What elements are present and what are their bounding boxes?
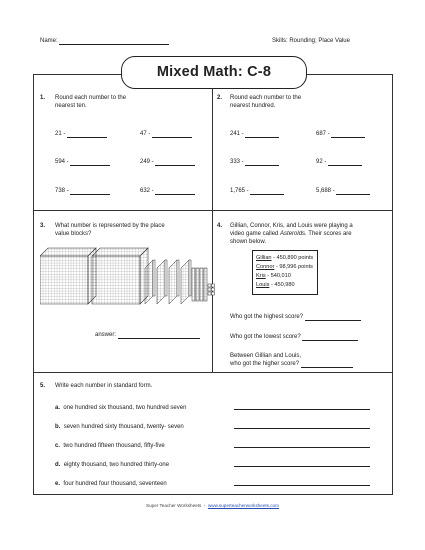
q4-between-line2: [230, 360, 353, 368]
answer-line[interactable]: [245, 131, 279, 138]
q5-item: [55, 461, 169, 469]
q1-prompt: [55, 94, 126, 110]
answer-line[interactable]: [67, 131, 107, 138]
q3-answer: [95, 331, 200, 339]
q4-number: 4.: [217, 223, 223, 229]
ten-rod: [204, 268, 207, 301]
q5-item: [55, 442, 165, 450]
footer-separator: -: [203, 503, 206, 508]
q1-item: [140, 158, 195, 166]
q1-item-label: 632 -: [140, 188, 154, 194]
name-field: [40, 37, 169, 45]
q2-item-label: 5,688 -: [316, 188, 335, 194]
q4-prompt-line2-start: video game called: [230, 231, 279, 237]
item-text: one hundred six thousand, two hundred seven: [63, 405, 187, 411]
q1-item: [140, 130, 192, 138]
ten-rod: [200, 268, 203, 301]
worksheet-title-box: [121, 56, 307, 89]
q2-item-label: 241 -: [230, 131, 244, 137]
q4-prompt-line2: [230, 230, 390, 238]
q1-item: [55, 187, 110, 195]
answer-line[interactable]: [305, 314, 361, 321]
q1-item-label: 594 -: [55, 159, 69, 165]
name-label: Name:: [40, 38, 58, 44]
q3-prompt: [55, 222, 165, 238]
q2-number: 2.: [217, 95, 223, 101]
player-score: - 450,890 points: [273, 255, 314, 261]
answer-line[interactable]: [234, 447, 370, 448]
player-name: Connor: [256, 264, 275, 270]
q2-prompt-line1: Round each number to the: [230, 95, 302, 101]
q4-highest-question: Who got the highest score?: [230, 314, 304, 320]
q4-between: [230, 352, 353, 368]
q1-item: [140, 187, 195, 195]
q4-lowest: [230, 333, 358, 341]
row-divider-2: [33, 372, 393, 373]
answer-line[interactable]: [250, 188, 284, 195]
answer-line[interactable]: [152, 131, 192, 138]
q1-item: [55, 158, 110, 166]
ten-rod: [192, 268, 195, 301]
item-letter: d.: [55, 462, 61, 468]
skills-label: Skills: Rounding; Place Value: [272, 38, 350, 44]
q2-item: [316, 130, 365, 138]
player-score: - 540,010: [267, 273, 291, 279]
q4-between-line1: Between Gillian and Louis,: [230, 353, 302, 359]
q3-answer-label: answer:: [95, 332, 117, 338]
q2-item-label: 1,765 -: [230, 188, 249, 194]
answer-line[interactable]: [245, 159, 279, 166]
answer-line[interactable]: [155, 159, 195, 166]
answer-line[interactable]: [234, 485, 370, 486]
q2-item: [316, 158, 362, 166]
ten-rod: [196, 268, 199, 301]
q1-prompt-line2: nearest ten.: [55, 103, 87, 109]
q1-item-label: 21 -: [55, 131, 66, 137]
one-cube: [208, 288, 211, 291]
q4-game-name: Asterolds.: [280, 231, 307, 237]
player-name: Gillian: [256, 255, 272, 261]
item-text: two hundred fifteen thousand, fifty-five: [63, 443, 165, 449]
footer: [0, 503, 425, 508]
q1-item-label: 738 -: [55, 188, 69, 194]
q2-item-label: 687 -: [316, 131, 330, 137]
item-text: seven hundred sixty thousand, twenty- seven: [63, 424, 184, 430]
item-text: four hundred four thousand, seventeen: [63, 481, 167, 487]
scoreboard: [252, 250, 318, 295]
one-cube: [208, 284, 211, 287]
answer-line[interactable]: [301, 361, 353, 368]
column-divider-top: [212, 89, 213, 210]
answer-line[interactable]: [331, 131, 365, 138]
player-name: Kris: [256, 273, 266, 279]
one-cube: [212, 292, 215, 295]
answer-line[interactable]: [234, 409, 370, 410]
q2-item: [230, 158, 279, 166]
player-name: Louis: [256, 282, 270, 288]
q4-highest: [230, 313, 361, 321]
q4-prompt-line2-end: Their scores are: [308, 231, 352, 237]
q2-prompt: [230, 94, 301, 110]
player-score: - 450,980: [270, 282, 295, 288]
place-value-blocks: [40, 246, 215, 308]
q1-number: 1.: [40, 95, 46, 101]
row-divider-1: [33, 210, 393, 211]
name-input-line[interactable]: [59, 38, 169, 45]
hundred-block: [169, 260, 179, 304]
q4-between-question: who got the higher score?: [230, 361, 300, 367]
answer-line[interactable]: [70, 188, 110, 195]
item-letter: e.: [55, 481, 61, 487]
q3-prompt-line1: What number is represented by the place: [55, 223, 165, 229]
q2-item-label: 333 -: [230, 159, 244, 165]
q5-number: 5.: [40, 383, 46, 389]
q2-item: [316, 187, 370, 195]
footer-link[interactable]: www.superteacherworksheets.com: [207, 503, 279, 508]
footer-brand: Super Teacher Worksheets: [146, 503, 202, 508]
score-row: [256, 254, 314, 263]
q2-item: [230, 187, 284, 195]
score-row: [256, 263, 314, 272]
hundred-block: [145, 260, 155, 304]
one-cube: [212, 288, 215, 291]
answer-line[interactable]: [328, 159, 362, 166]
item-letter: b.: [55, 424, 61, 430]
thousand-block: [40, 248, 96, 304]
item-letter: a.: [55, 405, 61, 411]
worksheet-title: Mixed Math: C-8: [156, 64, 272, 80]
q1-item-label: 47 -: [140, 131, 151, 137]
item-letter: c.: [55, 443, 61, 449]
answer-line[interactable]: [234, 466, 370, 467]
answer-line[interactable]: [234, 428, 370, 429]
answer-line[interactable]: [155, 188, 195, 195]
q2-item: [230, 130, 279, 138]
q1-prompt-line1: Round each number to the: [55, 95, 127, 101]
q5-item: [55, 404, 186, 412]
q3-prompt-line2: value blocks?: [55, 231, 92, 237]
q4-prompt-line1: Gillian, Connor, Kris, and Louis were playing a: [230, 223, 353, 229]
item-text: eighty thousand, two hundred thirty-one: [63, 462, 170, 468]
q2-prompt-line2: nearest hundred.: [230, 103, 276, 109]
q3-answer-line[interactable]: [118, 332, 200, 339]
q2-item-label: 92 -: [316, 159, 327, 165]
hundred-block: [157, 260, 167, 304]
q1-item: [55, 130, 107, 138]
q5-item: [55, 480, 167, 488]
q5-item: [55, 423, 184, 431]
q4-prompt-line3: shown below.: [230, 239, 267, 245]
score-row: [256, 272, 314, 281]
answer-line[interactable]: [70, 159, 110, 166]
q4-prompt: [230, 222, 390, 246]
player-score: - 98,996 points: [275, 264, 313, 270]
thousand-block: [92, 248, 148, 304]
hundred-block: [181, 260, 191, 304]
one-cube: [208, 292, 211, 295]
q3-number: 3.: [40, 223, 46, 229]
q1-item-label: 249 -: [140, 159, 154, 165]
q5-prompt: Write each number in standard form.: [55, 383, 153, 389]
q4-lowest-question: Who got the lowest score?: [230, 334, 301, 340]
one-cube: [212, 284, 215, 287]
answer-line[interactable]: [302, 334, 358, 341]
answer-line[interactable]: [336, 188, 370, 195]
score-row: [256, 281, 314, 290]
